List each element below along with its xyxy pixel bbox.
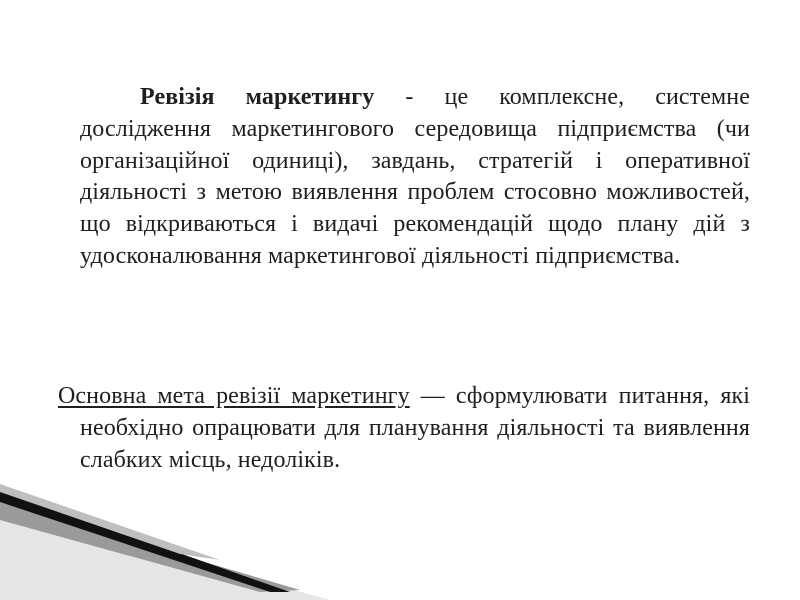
goal-term: Основна мета ревізії маркетингу	[58, 383, 410, 409]
goal-text: — сформулювати питання, які необхідно опрацювати для планування діяльності та виявлення слабких місць, недоліків.	[80, 383, 750, 473]
definition-paragraph	[80, 82, 750, 273]
definition-text: - це комплексне, системне дослідження маркетингового середовища підприємства (чи організаційної одиниці), завдань, стратегій і оперативної діяльності з метою виявлення проблем стосовно можливостей, що відкриваються і видачі рекомендацій щодо плану дій з удосконалювання маркетингової діяльності підприємства.	[80, 84, 750, 269]
decorative-swoosh	[0, 480, 800, 600]
goal-paragraph	[58, 381, 750, 476]
definition-term: Ревізія маркетингу	[140, 84, 375, 110]
